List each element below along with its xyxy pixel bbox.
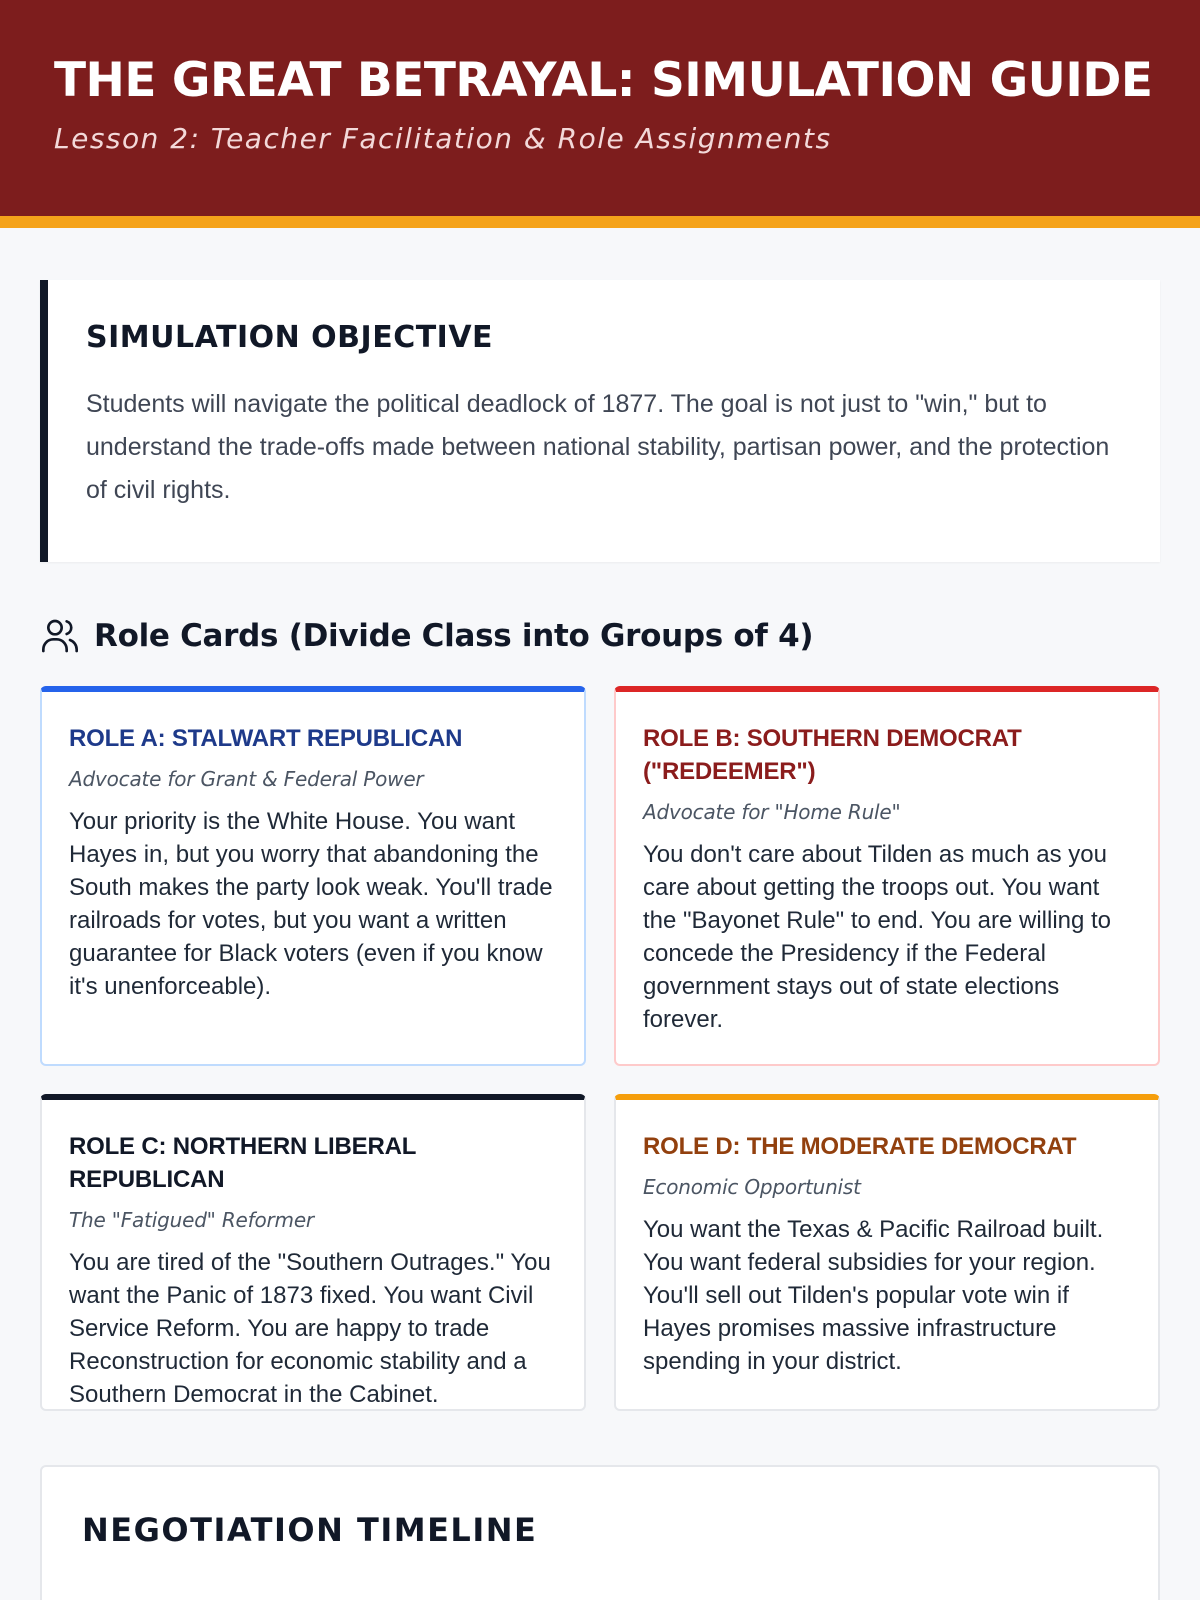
role-card-body: You don't care about Tilden as much as you care about getting the troops out. You want the "Bayonet Rule" to end. You are willing to concede the Presidency if the Federal government stays out of state elections forever. <box>643 841 1112 1033</box>
role-card-b <box>614 686 1160 1066</box>
role-card-a <box>40 686 586 1066</box>
role-card-body: You want the Texas & Pacific Railroad built. You want federal subsidies for your region. You'll sell out Tilden's popular vote win if Hayes promises massive infrastructure spending in your district. <box>643 1216 1104 1375</box>
timeline-heading: NEGOTIATION TIMELINE <box>82 1511 538 1549</box>
role-card-title: ROLE C: NORTHERN LIBERAL REPUBLICAN <box>69 1133 416 1193</box>
role-card-subtitle: Advocate for "Home Rule" <box>643 800 901 824</box>
role-card-d <box>614 1094 1160 1411</box>
page-title: THE GREAT BETRAYAL: SIMULATION GUIDE <box>54 53 1153 108</box>
role-card-body: Your priority is the White House. You want Hayes in, but you worry that abandoning the South makes the party look weak. You'll trade railroads for votes, but you want a written guarantee for Black voters (even if you know it's unenforceable). <box>69 808 553 1000</box>
role-card-c <box>40 1094 586 1411</box>
roles-heading-text: Role Cards (Divide Class into Groups of 4) <box>94 618 814 654</box>
role-card-body: You are tired of the "Southern Outrages." You want the Panic of 1873 fixed. You want Civil Service Reform. You are happy to trade Reconstruction for economic stability and a Southern Democrat in the Cabinet. <box>69 1249 551 1408</box>
main-content <box>0 228 1200 1600</box>
timeline-panel <box>40 1465 1160 1600</box>
objective-text: Students will navigate the political deadlock of 1877. The goal is not just to "win," but to understand the trade-offs made between national stability, partisan power, and the protection of civil rights. <box>86 390 1110 504</box>
page-subtitle: Lesson 2: Teacher Facilitation & Role Assignments <box>54 122 832 156</box>
role-card-title: ROLE D: THE MODERATE DEMOCRAT <box>643 1133 1077 1160</box>
role-card-title: ROLE B: SOUTHERN DEMOCRAT ("REDEEMER") <box>643 725 1022 785</box>
users-icon <box>40 616 80 656</box>
roles-section-heading <box>40 616 1160 656</box>
objective-heading: SIMULATION OBJECTIVE <box>86 320 494 355</box>
role-cards-grid <box>40 686 1160 1411</box>
role-card-subtitle: Economic Opportunist <box>643 1175 861 1199</box>
role-card-subtitle: Advocate for Grant & Federal Power <box>69 767 424 791</box>
objective-panel <box>40 280 1160 562</box>
role-card-title: ROLE A: STALWART REPUBLICAN <box>69 725 463 752</box>
page-header <box>0 0 1200 228</box>
role-card-subtitle: The "Fatigued" Reformer <box>69 1208 314 1232</box>
